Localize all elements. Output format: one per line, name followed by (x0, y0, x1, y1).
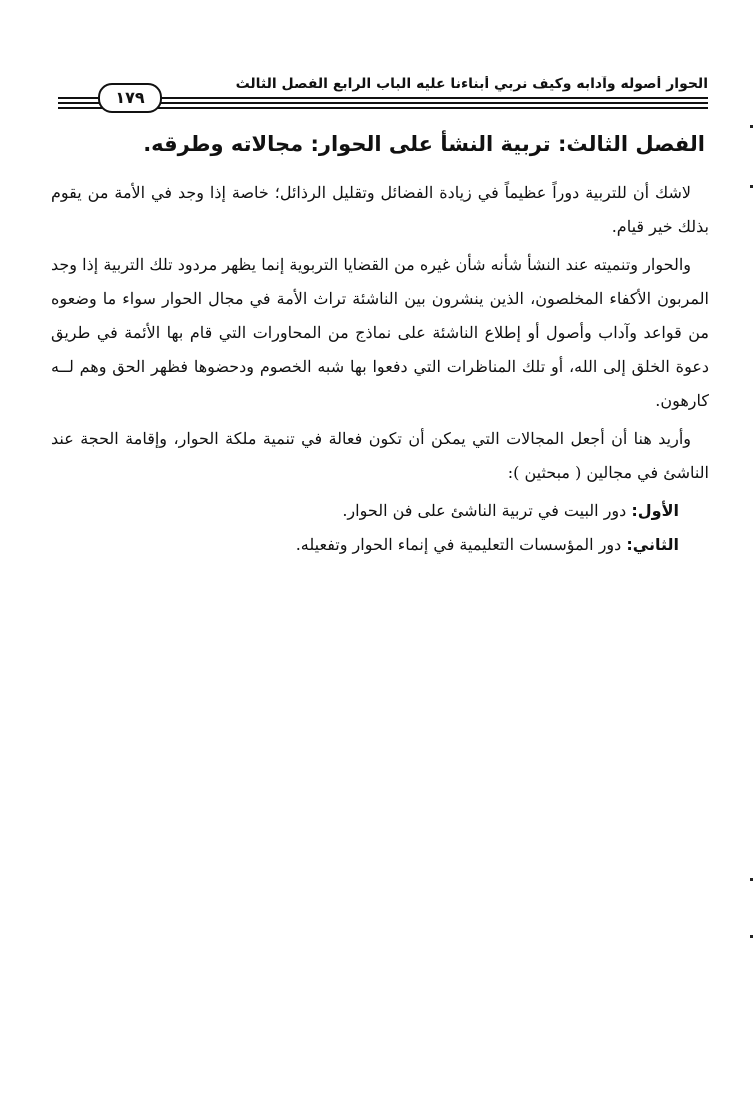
point-second-label: الثاني: (626, 535, 679, 554)
point-first-text: دور البيت في تربية الناشئ على فن الحوار. (342, 501, 627, 520)
header-chapter: الباب الرابع الفصل الثالث (235, 76, 412, 92)
point-first (51, 494, 709, 528)
scan-mark (750, 125, 753, 128)
point-first-label: الأول: (631, 501, 679, 520)
point-second-text: دور المؤسسات التعليمية في إنماء الحوار وتفعيله. (295, 535, 622, 554)
paragraph-3: وأريد هنا أن أجعل المجالات التي يمكن أن تكون فعالة في تنمية ملكة الحوار، وإقامة الحجة عند الناشئ في مجالين ( مبحثين ): (51, 429, 709, 482)
paragraph-1: لاشك أن للتربية دوراً عظيماً في زيادة الفضائل وتقليل الرذائل؛ خاصة إذا وجد في الأمة من يقوم بذلك خير قيام. (51, 183, 709, 236)
scan-mark (750, 185, 753, 188)
section-title: الفصل الثالث: تربية النشأ على الحوار: مجالاته وطرقه. (143, 132, 705, 156)
running-header (58, 78, 708, 114)
point-second (51, 528, 709, 562)
body-text (51, 176, 709, 562)
header-book-title: الحوار أصوله وآدابه وكيف نربي أبناءنا عليه (416, 76, 708, 92)
paragraph-2: والحوار وتنميته عند النشأ شأنه شأن غيره من القضايا التربوية إنما يظهر مردود تلك التربية إذا وجد المربون الأكفاء المخلصون، الذين ينشرون بين الناشئة تراث الأمة في مجال الحوار سواء ما وضعوه من قواعد وآداب وأصول أو إطلاع الناشئة على نماذج من المحاورات التي قام بها الأئمة في طريق دعوة الخلق إلى الله، أو تلك المناظرات التي دفعوا بها شبه الخصوم ودحضوها فظهر الحق وهم لــه كارهون. (51, 255, 709, 410)
page-number: ١٧٩ (98, 83, 162, 113)
scan-mark (750, 878, 753, 881)
header-text (172, 76, 708, 92)
scan-mark (750, 935, 753, 938)
